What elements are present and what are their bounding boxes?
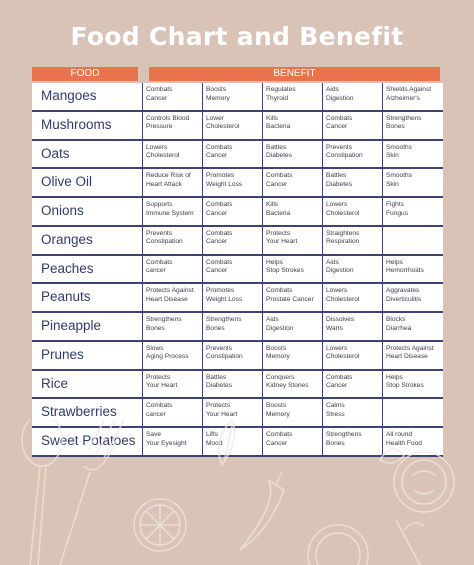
benefit-cell: Lowers Cholesterol <box>322 198 382 225</box>
food-name: Olive Oil <box>41 174 93 190</box>
benefit-cell: Controls Blood Pressure <box>142 112 202 139</box>
benefit-cell: Straightens Respiration <box>322 227 382 254</box>
food-name: Oats <box>41 145 70 161</box>
benefit-cell: Battles Diabetes <box>322 169 382 196</box>
benefit-cell: Aids Digestion <box>262 313 322 340</box>
page-title: Food Chart and Benefit <box>70 22 404 51</box>
benefit-cell: Protects Your Heart <box>262 227 322 254</box>
benefit-cell: Regulates Thyroid <box>262 83 322 110</box>
table-row <box>32 112 443 141</box>
food-benefit-table <box>32 83 443 457</box>
benefit-cells <box>142 112 443 139</box>
benefit-cells <box>142 83 443 110</box>
leaf-icon <box>219 420 235 465</box>
food-name: Strawberries <box>41 404 117 420</box>
benefit-cell: Strengthens Bones <box>382 112 442 139</box>
benefit-cell: Combats Cancer <box>202 256 262 283</box>
benefit-cell: Conquers Kidney Stones <box>262 371 322 398</box>
benefit-cell: Slows Aging Process <box>142 342 202 369</box>
benefit-cell: Combats Cancer <box>322 371 382 398</box>
food-name: Prunes <box>41 346 84 362</box>
food-column-header: FOOD <box>32 67 138 81</box>
benefit-column-header: BENEFIT <box>149 67 440 81</box>
benefit-cell: Prevents Constipation <box>142 227 202 254</box>
benefit-cell: Combats cancer <box>142 256 202 283</box>
benefit-cells <box>142 198 443 225</box>
benefit-cell: Strengthens Bones <box>202 313 262 340</box>
benefit-cell: Save Your Eyesight <box>142 428 202 455</box>
table-row <box>32 313 443 342</box>
benefit-cells <box>142 371 443 398</box>
benefit-cell: Combats Cancer <box>202 141 262 168</box>
benefit-cell: Kills Bacteria <box>262 198 322 225</box>
herb-icon <box>380 449 424 565</box>
benefit-cells <box>142 256 443 283</box>
chili-pepper-icon <box>240 472 284 550</box>
benefit-cell: Combats Cancer <box>202 227 262 254</box>
benefit-cell: Prevents Constipation <box>322 141 382 168</box>
table-row <box>32 256 443 285</box>
benefit-cells <box>142 342 443 369</box>
benefit-cell: Protects Against Heart Disease <box>382 342 442 369</box>
plate-icon <box>308 525 368 565</box>
benefit-cells <box>142 284 443 311</box>
table-row <box>32 141 443 170</box>
benefit-cell: Aggravates Diverticulitis <box>382 284 442 311</box>
benefit-cell: Combats Cancer <box>262 169 322 196</box>
benefit-cell: Battles Diabetes <box>262 141 322 168</box>
spoon-icon <box>22 420 62 565</box>
benefit-cells <box>142 141 443 168</box>
food-illustration-decoration <box>0 420 474 565</box>
benefit-cell: Shields Against Alzheimer's <box>382 83 442 110</box>
table-row <box>32 169 443 198</box>
food-name: Onions <box>41 203 84 218</box>
benefit-cell: Combats Cancer <box>142 83 202 110</box>
benefit-cell: Supports Immune System <box>142 198 202 225</box>
food-name: Peanuts <box>41 289 91 305</box>
benefit-cell: Prevents Constipation <box>202 342 262 369</box>
benefit-cell: Dissolves Warts <box>322 313 382 340</box>
benefit-cell: Helps Stop Strokes <box>382 371 442 398</box>
food-name: Mushrooms <box>41 116 112 132</box>
table-row <box>32 198 443 227</box>
benefit-cell: Smooths Skin <box>382 169 442 196</box>
table-row <box>32 83 443 112</box>
table-row <box>32 371 443 400</box>
benefit-cell: Boosts Memory <box>262 342 322 369</box>
lemon-slice-icon <box>134 499 186 551</box>
benefit-cell: Smooths Skin <box>382 141 442 168</box>
benefit-cell: Blocks Diarrhea <box>382 313 442 340</box>
benefit-cell: Calms Stress <box>322 399 382 426</box>
benefit-cell: Promotes Weight Loss <box>202 284 262 311</box>
table-row <box>32 342 443 371</box>
food-name: Rice <box>41 375 69 391</box>
food-name: Mangoes <box>41 88 97 103</box>
benefit-cell: Reduce Risk of Heart Attack <box>142 169 202 196</box>
benefit-cell: Lowers Cholesterol <box>142 141 202 168</box>
benefit-cell <box>382 227 442 254</box>
food-name: Pineapple <box>41 318 102 333</box>
benefit-cell: Aids Digestion <box>322 83 382 110</box>
benefit-cell: Combats cancer <box>142 399 202 426</box>
benefit-cell: Combats Cancer <box>202 198 262 225</box>
benefit-cell: Protects Your Heart <box>142 371 202 398</box>
benefit-cell: Battles Diabetes <box>202 371 262 398</box>
benefit-cell: Strengthens Bones <box>142 313 202 340</box>
tomato-slice-icon <box>394 452 454 512</box>
food-name: Sweet Potatoes <box>41 433 136 448</box>
benefit-cell: Helps Stop Strokes <box>262 256 322 283</box>
benefit-cell: Aids Digestion <box>322 256 382 283</box>
benefit-cells <box>142 227 443 254</box>
benefit-cell: Protects Against Heart Disease <box>142 284 202 311</box>
food-name: Oranges <box>41 231 93 247</box>
benefit-cells <box>142 313 443 340</box>
benefit-cell: Helps Hemorrhoids <box>382 256 442 283</box>
benefit-cells <box>142 169 443 196</box>
benefit-cell: Promotes Weight Loss <box>202 169 262 196</box>
table-row <box>32 284 443 313</box>
benefit-cell: Boosts Memory <box>202 83 262 110</box>
food-name: Peaches <box>41 260 94 276</box>
benefit-cell: Combats Prostate Cancer <box>262 284 322 311</box>
benefit-cell: Boosts Memory <box>262 399 322 426</box>
benefit-cell: Strengthens Bones <box>322 428 382 455</box>
benefit-cell: Lifts Mood <box>202 428 262 455</box>
table-row <box>32 227 443 256</box>
benefit-cell: All round Health Food <box>382 428 442 455</box>
benefit-cell: Protects Your Heart <box>202 399 262 426</box>
benefit-cell: Kills Bacteria <box>262 112 322 139</box>
fork-icon <box>60 420 124 565</box>
benefit-cell: Lowers Cholesterol <box>322 284 382 311</box>
benefit-cell: Combats Cancer <box>322 112 382 139</box>
benefit-cell: Lower Cholesterol <box>202 112 262 139</box>
benefit-cell: Lowers Cholesterol <box>322 342 382 369</box>
benefit-cell: Combats Cancer <box>262 428 322 455</box>
benefit-cell: Fights Fungus <box>382 198 442 225</box>
